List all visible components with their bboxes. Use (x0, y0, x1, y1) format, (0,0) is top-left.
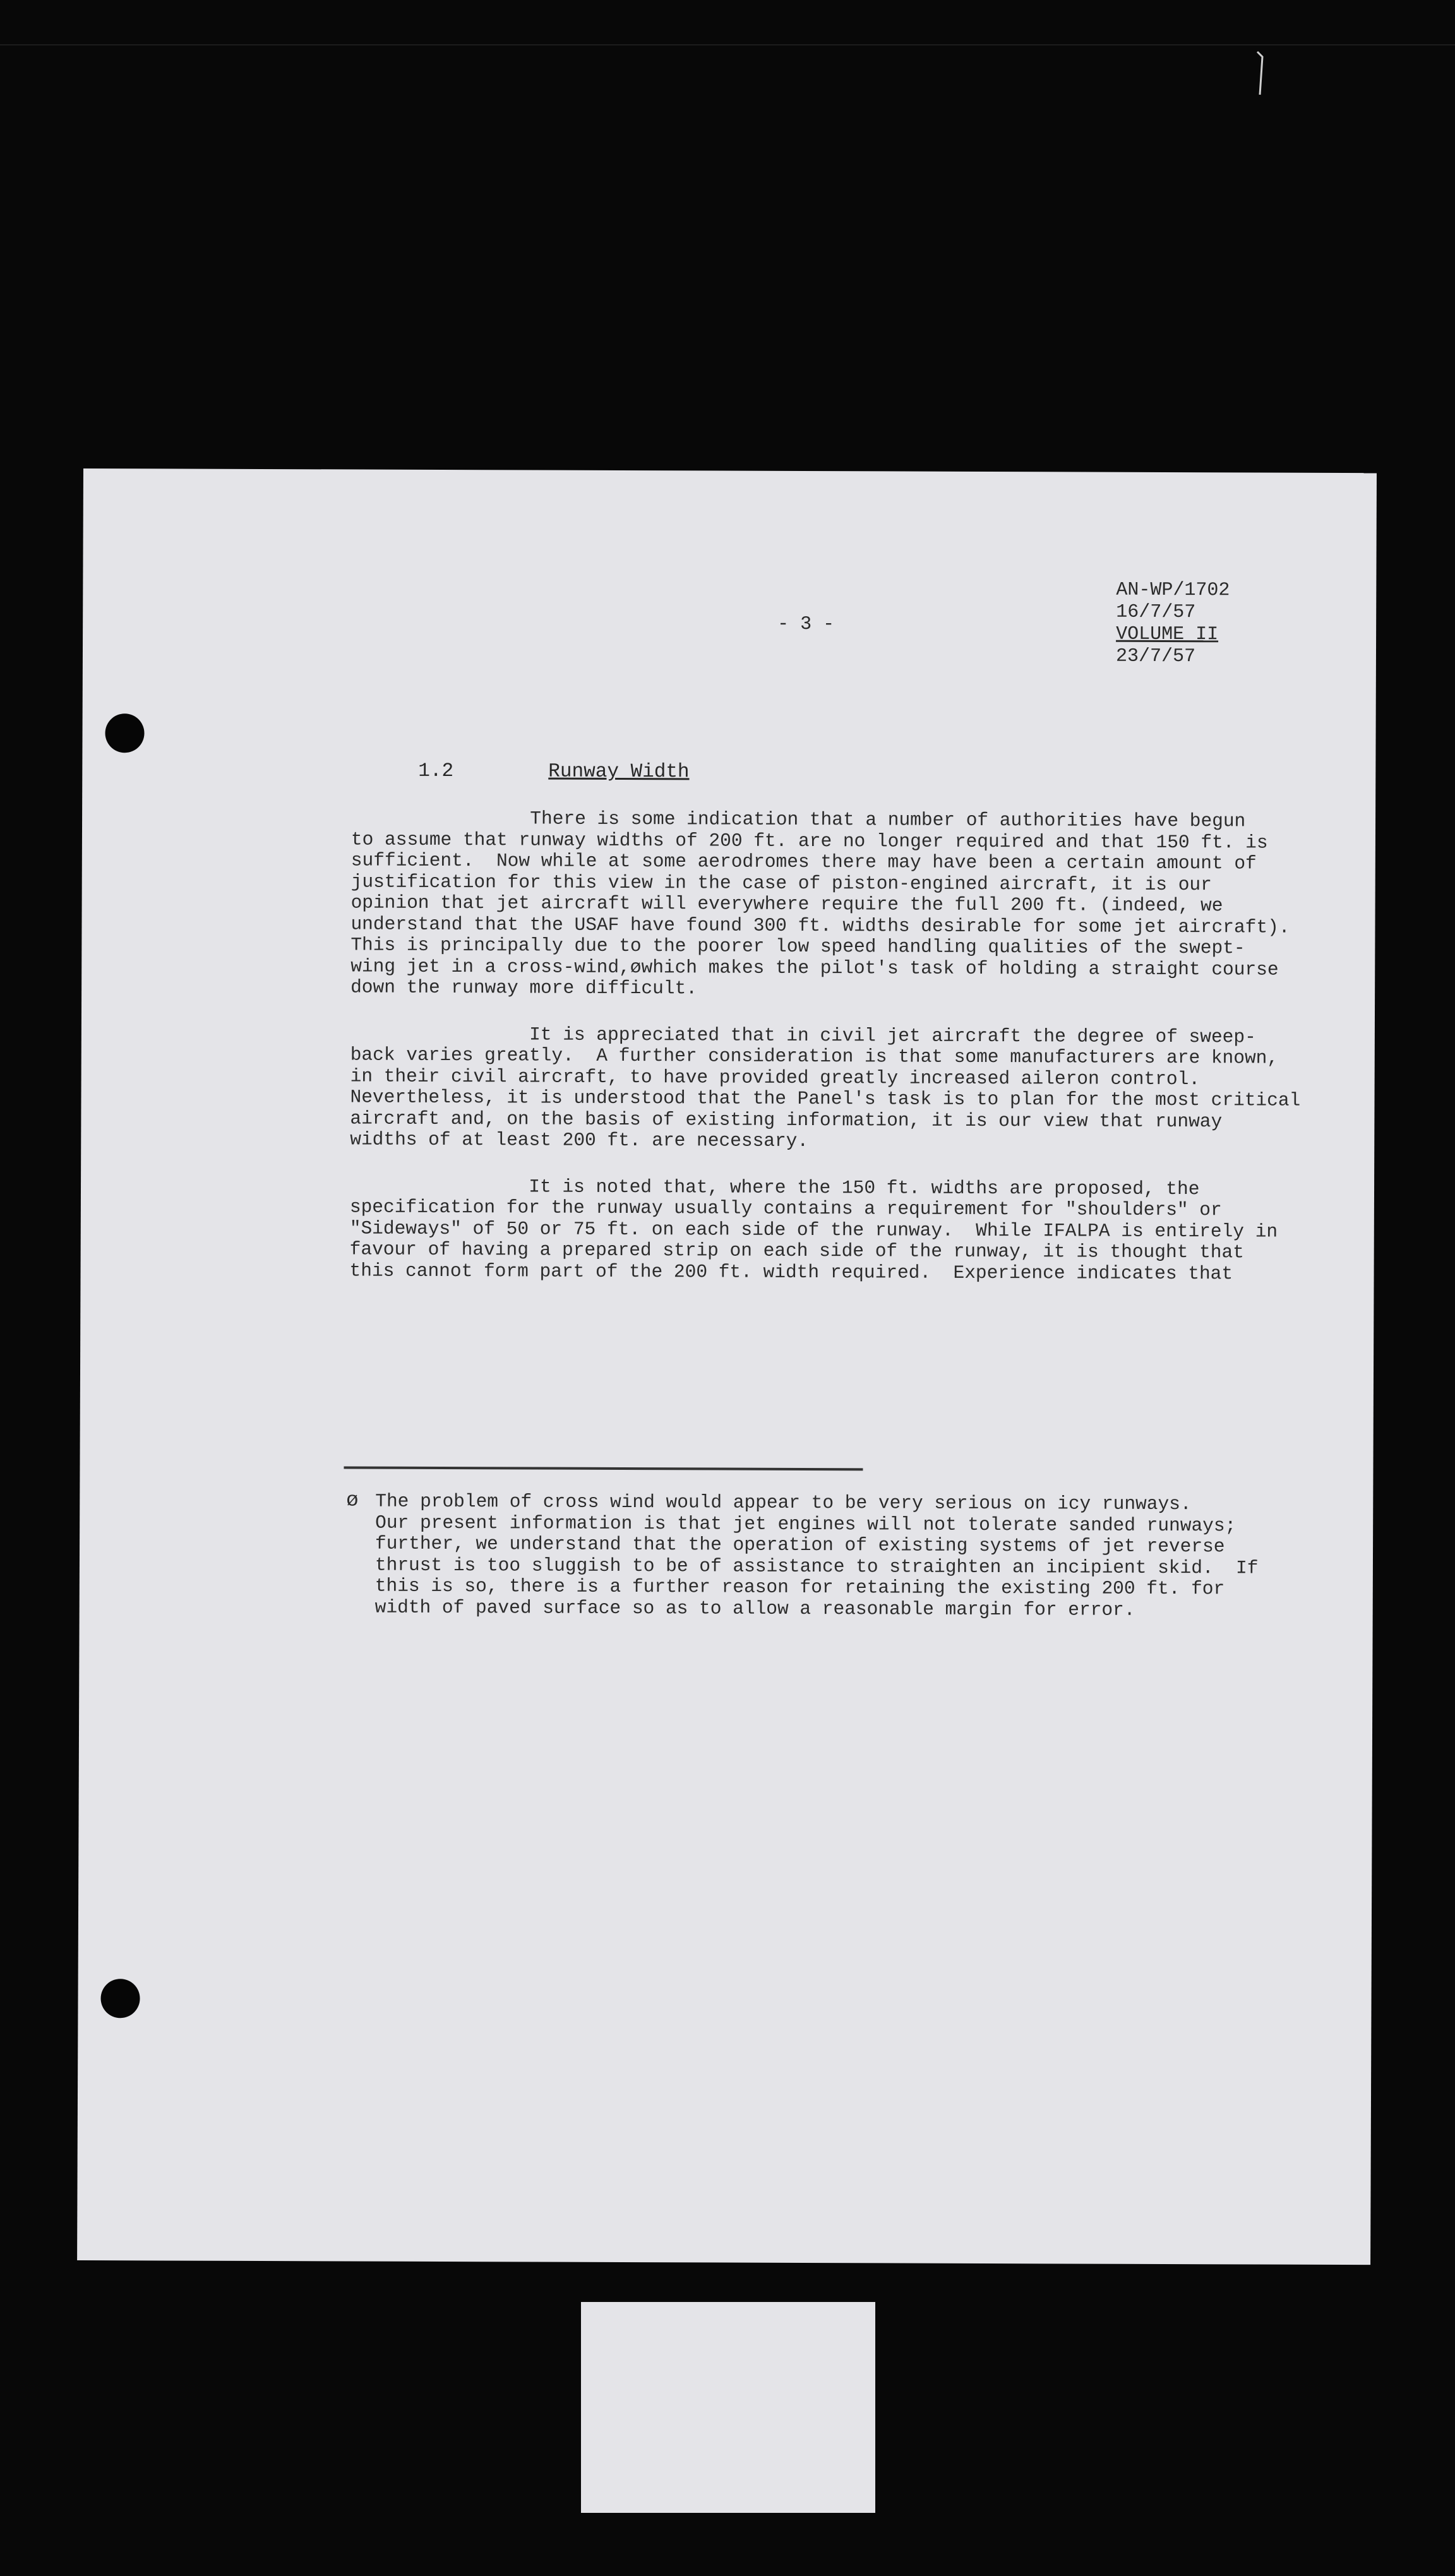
volume-label: VOLUME II (1116, 623, 1219, 646)
section-title: Runway Width (548, 760, 690, 784)
section-number: 1.2 (418, 760, 454, 783)
page-number: - 3 - (777, 613, 835, 636)
text-line: It is appreciated that in civil jet aircraft the degree of sweep- (350, 1022, 1256, 1047)
punch-hole (105, 713, 144, 753)
footnote-line: further, we understand that the operation of existing systems of jet reverse (375, 1532, 1225, 1558)
footnote-marker: ø (346, 1488, 359, 1512)
text-line: this cannot form part of the 200 ft. width required. Experience indicates that (349, 1259, 1233, 1284)
document-date: 16/7/57 (1116, 601, 1196, 624)
text-line: back varies greatly. A further consideration is that some manufacturers are known, (350, 1044, 1279, 1069)
text-line: opinion that jet aircraft will everywhere require the full 200 ft. (indeed, we (350, 891, 1223, 917)
footnote-line: Our present information is that jet engines will not tolerate sanded runways; (375, 1512, 1236, 1536)
text-line: favour of having a prepared strip on each side of the runway, it is thought that (349, 1238, 1244, 1263)
text-line: This is principally due to the poorer low speed handling qualities of the swept- (350, 934, 1245, 959)
text-line: in their civil aircraft, to have provided greatly increased aileron control. (350, 1064, 1201, 1090)
reference-block (1116, 580, 1230, 669)
footnote-line: width of paved surface so as to allow a reasonable margin for error. (374, 1596, 1135, 1621)
text-line: Nevertheless, it is understood that the Panel's task is to plan for the most critical (350, 1086, 1301, 1111)
body-text (349, 807, 1301, 1284)
text-line: "Sideways" of 50 or 75 ft. on each side of the runway. While IFALPA is entirely in (349, 1217, 1278, 1243)
film-corner-mark (1254, 51, 1266, 97)
paragraph (350, 1176, 1285, 1285)
footnote-line: this is so, there is a further reason for retaining the existing 200 ft. for (374, 1575, 1225, 1600)
text-line: down the runway more difficult. (350, 976, 697, 999)
text-line: sufficient. Now while at some aerodromes there may have been a certain amount of (350, 849, 1257, 874)
footnote-divider (344, 1466, 863, 1470)
footnote-line: The problem of cross wind would appear to be very serious on icy runways. (375, 1490, 1192, 1515)
text-line: justification for this view in the case of piston-engined aircraft, it is our (350, 870, 1212, 895)
paragraph (350, 1022, 1301, 1154)
text-line: specification for the runway usually contains a requirement for "shoulders" or (349, 1196, 1222, 1221)
revision-date: 23/7/57 (1115, 645, 1196, 668)
text-line: widths of at least 200 ft. are necessary. (350, 1128, 809, 1152)
document-page (77, 468, 1377, 2265)
blank-target-card (581, 2302, 875, 2513)
punch-hole (100, 1979, 140, 2018)
text-line: aircraft and, on the basis of existing information, it is our view that runway (350, 1107, 1223, 1132)
paragraph (350, 807, 1290, 1001)
text-line: understand that the USAF have found 300 ft. widths desirable for some jet aircraft). (350, 912, 1290, 938)
film-edge-line (0, 44, 1455, 45)
text-line: There is some indication that a number of authorities have begun (351, 807, 1246, 832)
footnote-line: thrust is too sluggish to be of assistance to straighten an incipient skid. If (374, 1554, 1259, 1579)
text-line: wing jet in a cross-wind,øwhich makes the pilot's task of holding a straight course (350, 955, 1279, 981)
text-line: It is noted that, where the 150 ft. widths are proposed, the (349, 1174, 1200, 1200)
footnote (375, 1491, 1291, 1621)
text-line: to assume that runway widths of 200 ft. are no longer required and that 150 ft. is (350, 828, 1268, 854)
document-number: AN-WP/1702 (1116, 579, 1230, 602)
